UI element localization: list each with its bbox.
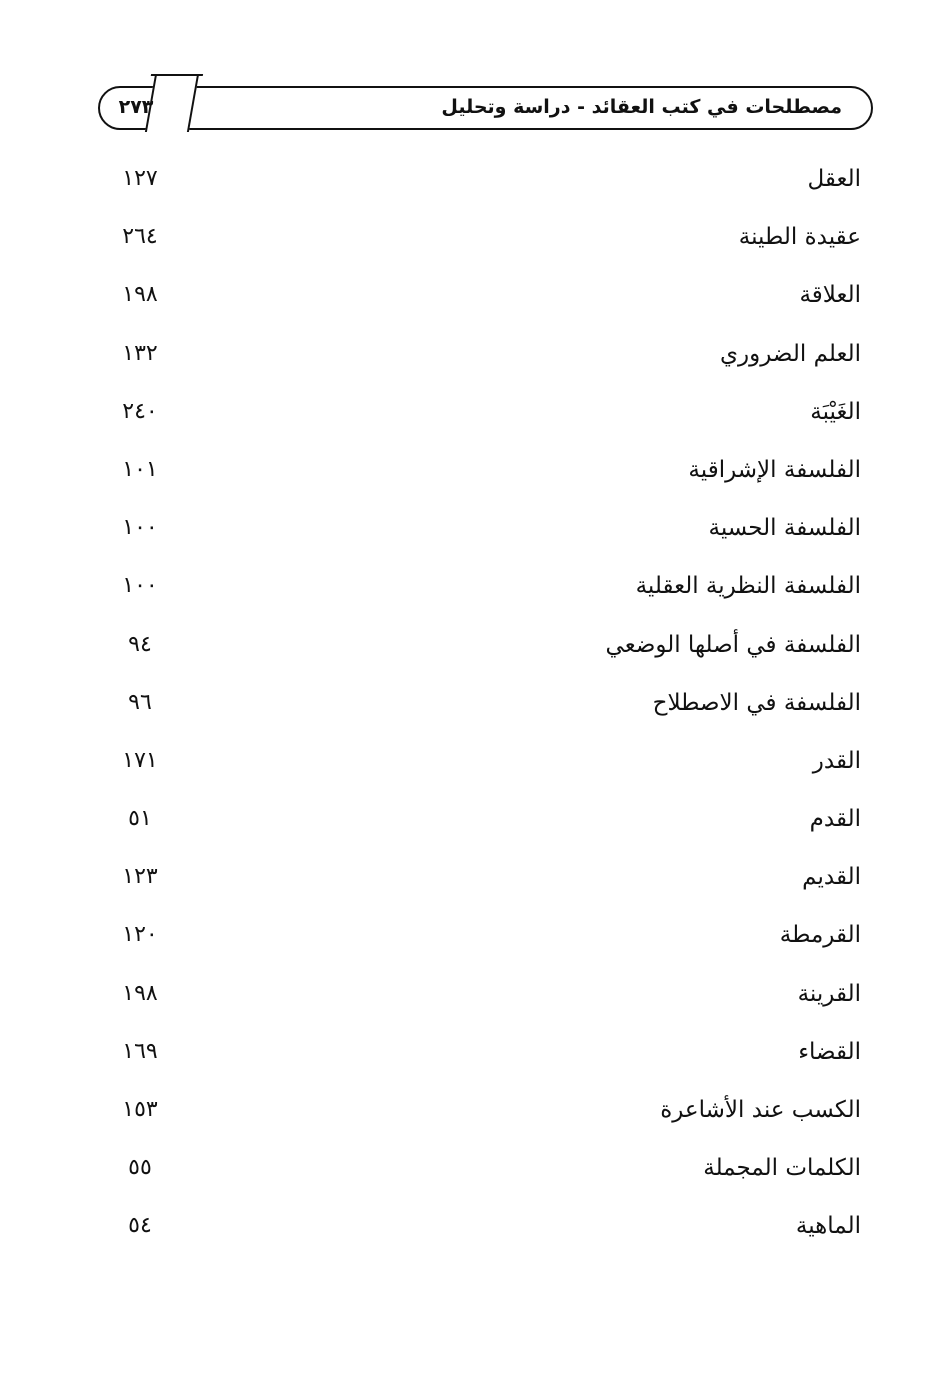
index-page-ref: ١٢٠ [122,922,158,948]
index-entry [0,325,950,383]
index-entry [0,383,950,441]
index-page-ref: ١٠١ [122,456,158,482]
index-term: الغَيْبَة [810,398,861,425]
index-page-ref: ٩٦ [128,689,152,715]
index-term: الكلمات المجملة [703,1155,861,1182]
index-term: العقل [807,166,861,192]
index-term: الكسب عند الأشاعرة [660,1097,861,1123]
index-entry [0,1023,950,1081]
index-entry [0,557,950,615]
index-entry [0,674,950,732]
index-page-ref: ٢٤٠ [122,398,158,424]
index-page-ref: ١٩٨ [122,282,158,308]
index-entry [0,150,950,208]
index-term: القضاء [798,1038,861,1065]
index-entry [0,266,950,324]
index-page-ref: ٩٤ [128,631,152,657]
index-entry [0,208,950,266]
index-term: القرينة [797,980,861,1007]
index-term: القدم [809,806,861,833]
index-term: القديم [802,864,861,891]
index-entry [0,848,950,906]
page-number: ٢٧٣ [118,96,154,118]
index-term: الفلسفة في أصلها الوضعي [605,631,861,658]
index-page-ref: ١٢٣ [122,864,158,890]
index-entry [0,441,950,499]
index-term: العلاقة [799,282,861,309]
index-entry [0,790,950,848]
index-term: الفلسفة الإشراقية [688,456,861,483]
index-term: الفلسفة الحسية [708,515,861,542]
index-page-ref: ٥١ [128,806,152,832]
index-page-ref: ٥٥ [128,1155,152,1181]
index-page-ref: ١٠٠ [122,573,158,599]
index-entry [0,1081,950,1139]
index-term: عقيدة الطينة [738,224,861,251]
index-page-ref: ١٥٣ [122,1097,158,1122]
index-term: القدر [812,747,861,774]
index-entry [0,1139,950,1197]
index-term: العلم الضروري [720,340,861,367]
index-page-ref: ١٢٧ [122,166,158,191]
index-entry [0,499,950,557]
index-page-ref: ١٩٨ [122,980,158,1006]
index-page-ref: ١٧١ [122,747,158,773]
index-page-ref: ٢٦٤ [122,224,158,250]
index-entry [0,1197,950,1255]
index-entry [0,616,950,674]
index-term: الماهية [795,1213,861,1240]
index-page-ref: ١٣٢ [122,340,158,366]
index-term: الفلسفة في الاصطلاح [652,689,861,716]
index-term: القرمطة [779,922,861,949]
index-list [0,150,950,1256]
index-page-ref: ١٦٩ [122,1038,158,1064]
index-entry [0,965,950,1023]
index-entry [0,732,950,790]
index-entry [0,906,950,964]
running-header-title: مصطلحات في كتب العقائد - دراسة وتحليل [441,96,842,118]
index-page-ref: ٥٤ [128,1213,152,1239]
index-page-ref: ١٠٠ [122,515,158,541]
index-term: الفلسفة النظرية العقلية [635,573,861,600]
